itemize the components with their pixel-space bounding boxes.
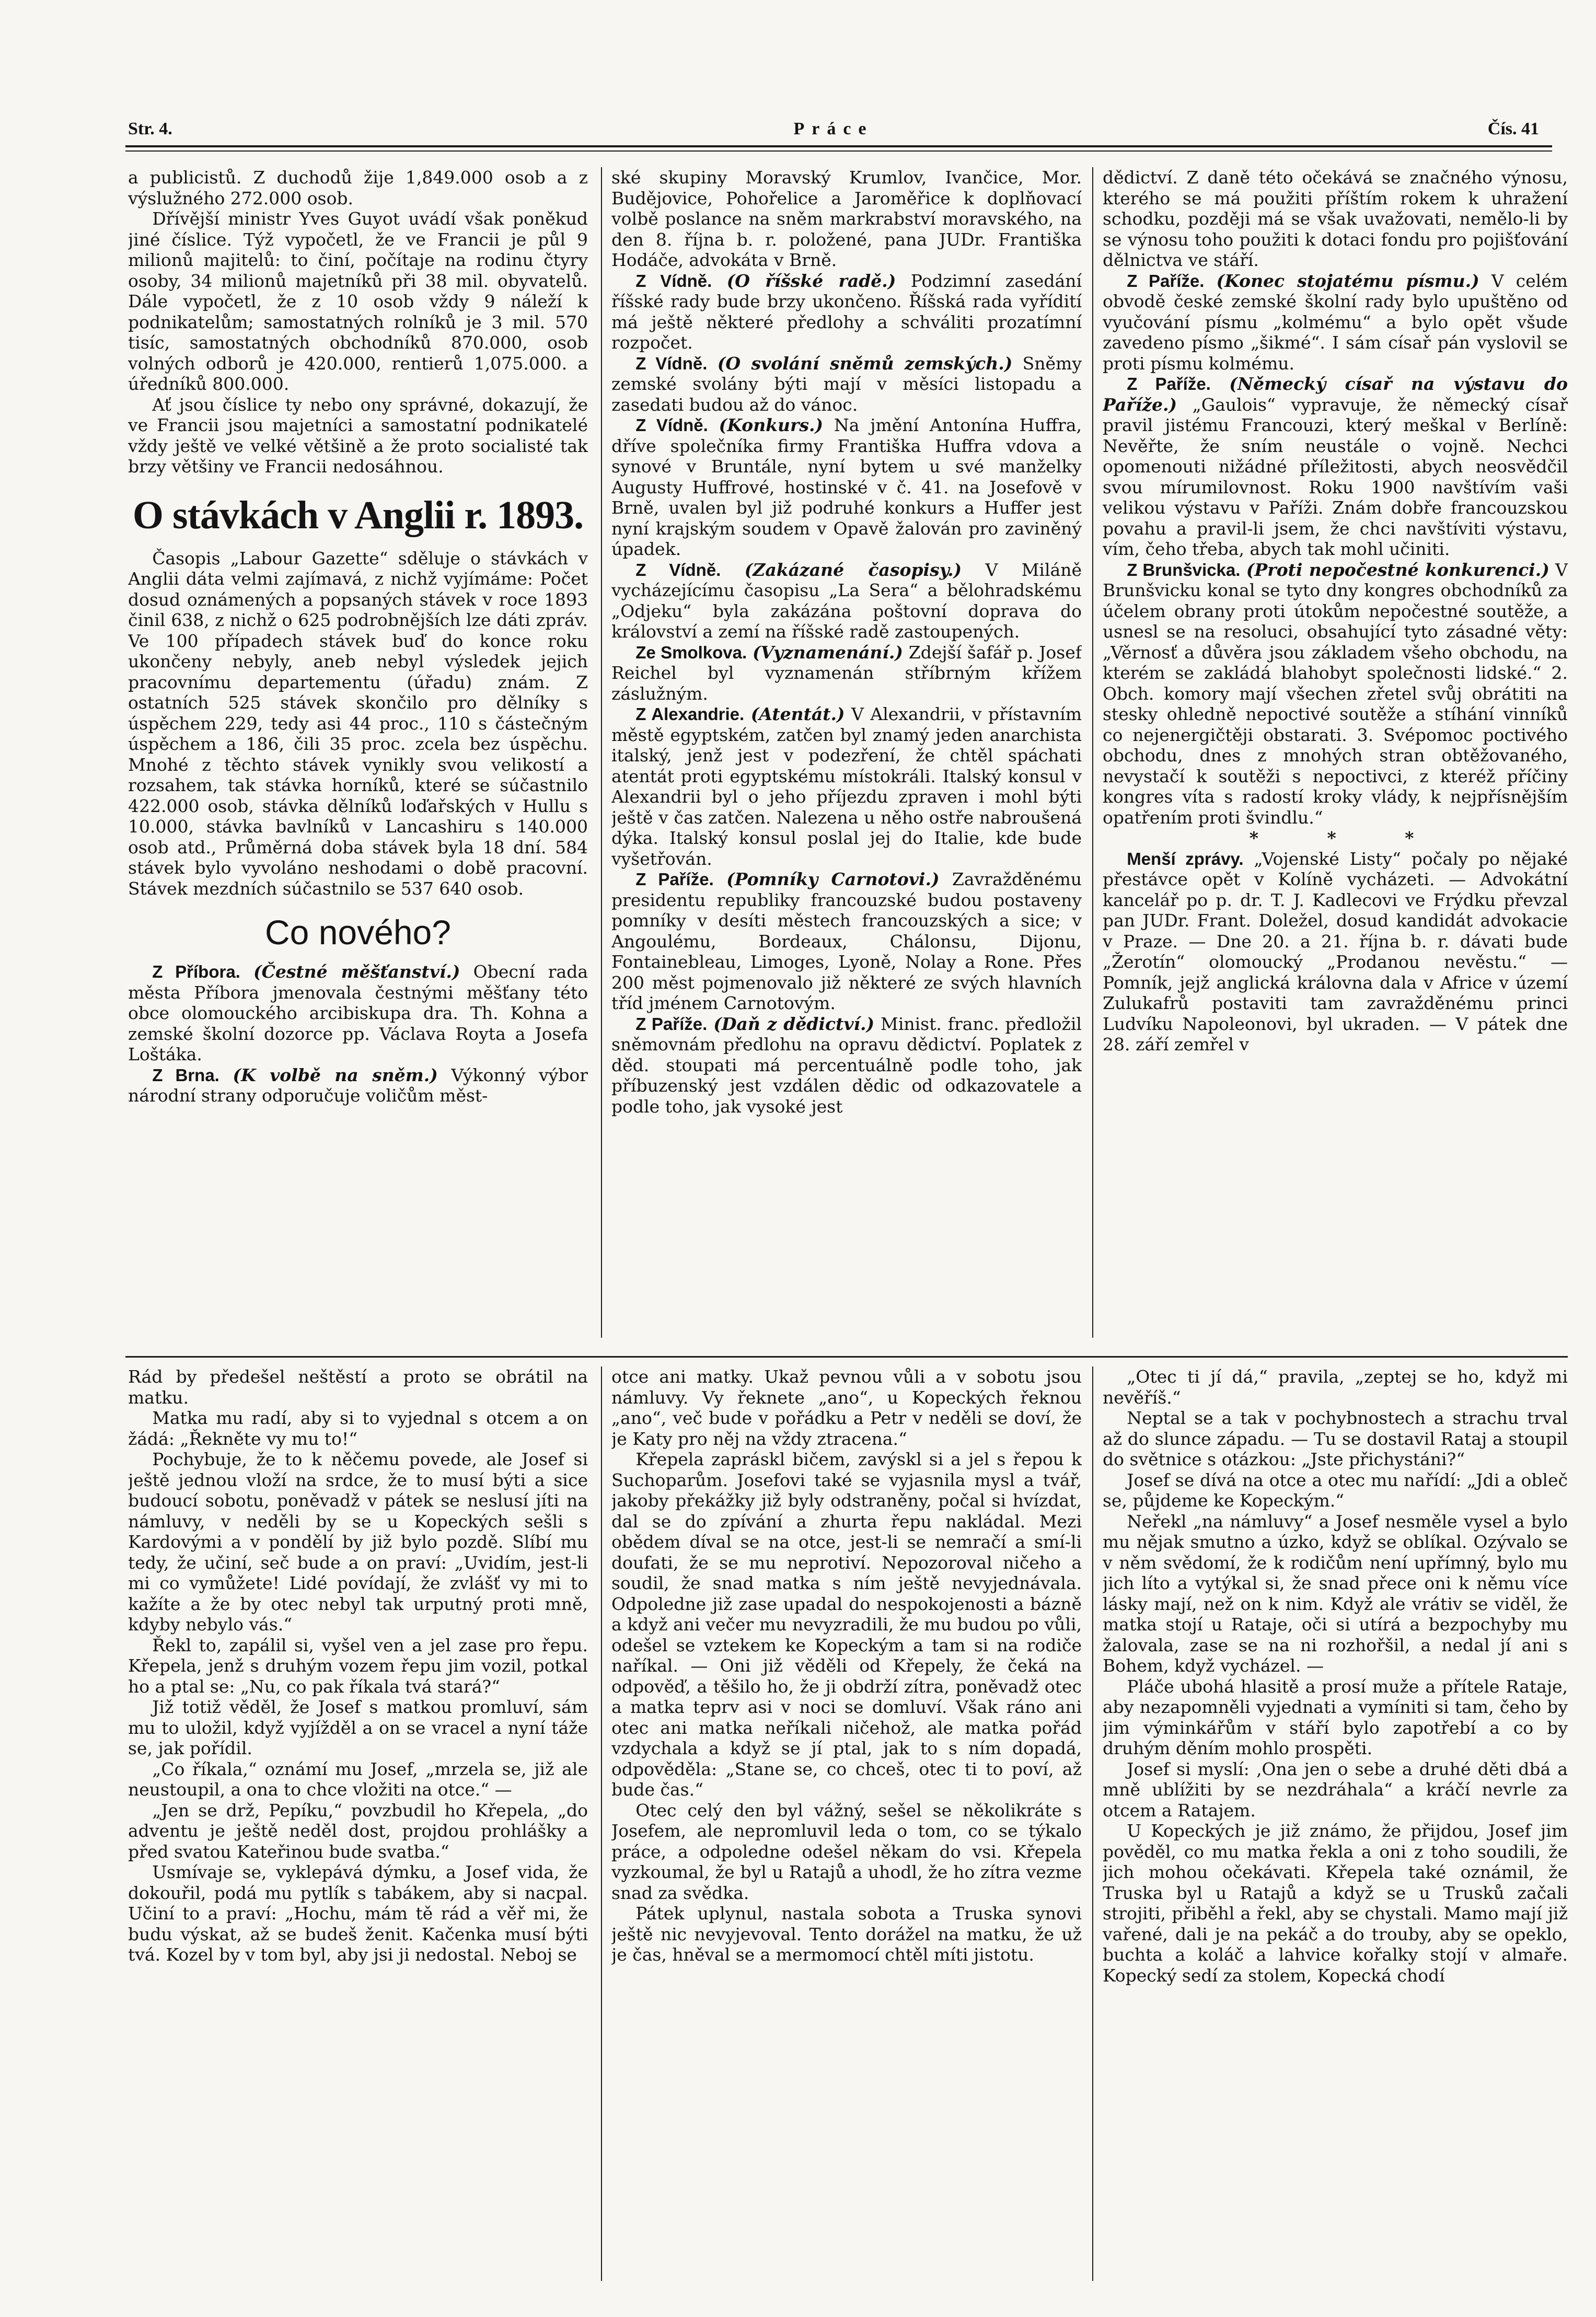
column-divider [601,167,602,1338]
issue-number: Čís. 41 [1487,119,1539,138]
section-separator-stars: * * * [1249,828,1445,848]
news-text: V Brunšvicku konal se tyto dny kongres obchodníků za účelem obrany proti útokům nepočestné soutěže, a usnesl se na resoluci, obsahující tyto zásadné věty: „Věrnosť a důvěra jsou základem všeho obchodu, na kterém se zakládá blahobyt společnosti lidské.“ 2. Obch. komory mají všechen zřetel svůj obrátiti na stesky ohledně nepoctivé soutěže a stíhání vinníků co nejenergičtěji obstarati. 3. Svépomoc poctivého obchodu, dnes z mnohých stran obtěžovaného, nevystačí k soutěži s nepoctivci, z kteréž příčiny kongres víta s radostí kroky vlády, k nejpřísnějším opatřením proti švindlu.“ [1103,559,1568,828]
news-place: Z Paříže. [635,870,714,889]
news-text: V Miláně vycházejícímu časopisu „La Sera“ a bělohradskému „Odjeku“ byla zakázána poštovní doprava do království a zemí na říšské radě zastoupených. [611,559,1082,642]
story-paragraph: Pláče ubohá hlasitě a prosí muže a přítele Rataje, aby nezapomněli vyjednati a vymíniti si tam, čeho by jim výminkářům v stáří bylo zapotřebí a co by druhým děním mohlo prospěti. [1103,1676,1568,1758]
column-divider [1092,167,1093,1338]
news-item [611,353,1082,415]
story-paragraph: „Jen se drž, Pepíku,“ povzbudil ho Křepela, „do adventu je ještě neděl dost, projdou prohlášky a před svatou Kateřinou bude svatba.“ [128,1800,588,1862]
article-paragraph: Dřívější ministr Yves Guyot uvádí však poněkud jiné číslice. Týž vypočetl, že ve Francii je půl 9 milionů majitelů: to činí, počítaje na rodinu čtyry osoby, 34 milionů majetníků při 38 mil. obyvatelů. Dále vypočetl, že z 10 osob vždy 9 náleží k podnikatelům; samostatných rolníků je 3 mil. 570 tisíc, samostatných obchodníků 870.000, osob volných odborů je 420.000, rentierů 1,075.000. a úředníků 800.000. [128,208,588,394]
feuilleton-column-2 [611,1366,1082,2286]
feuilleton-column-3 [1103,1366,1568,2286]
news-item [611,704,1082,869]
news-place: Z Vídně. [635,271,712,291]
column-2 [611,167,1082,1343]
news-item [128,961,588,1065]
news-topic: (O svolání sněmů zemských.) [717,353,1013,374]
story-paragraph: Již totiž věděl, že Josef s matkou promluví, sám mu to uložil, když vyjížděl a on se vracel a nyní táže se, jak pořídil. [128,1697,588,1758]
news-item [1103,849,1568,1055]
story-paragraph: Neptal se a tak v pochybnostech a strachu trval až do slunce západu. — Tu se dostavil Rataj a stoupil do světnice s otázkou: „Jste přichystáni?“ [1103,1408,1568,1469]
news-topic: (Konec stojatému písmu.) [1216,270,1479,291]
news-item [1103,560,1568,828]
feuilleton-column-1 [128,1366,588,2286]
news-text: Minist. franc. předložil sněmovnám předlohu na opravu dědictví. Poplatek z děd. stoupati má percentuálně podle toho, jak příbuzenský jest vzdálen dědic od odkazovatele a podle toho, jak vysoké jest [611,1013,1082,1117]
header-rule-thin [125,150,1552,152]
news-place: Z Vídně. [635,353,708,373]
story-paragraph: Otec celý den byl vážný, sešel se několikráte s Josefem, ale nepromluvil leda o tom, co se týkalo práce, a odpoledne odešel někam do vsi. Křepela vyzkoumal, že byl u Ratajů a uhodl, že ho zítra vezme snad za svědka. [611,1800,1082,1903]
story-paragraph: Řekl to, zapálil si, vyšel ven a jel zase pro řepu. Křepela, jenž s druhým vozem řepu jim vozil, potkal ho a ptal se: „Nu, co pak říkala tvá stará?“ [128,1635,588,1697]
news-place: Z Brunšvicka. [1127,560,1241,580]
story-paragraph: Josef si myslí: ‚Ona jen o sebe a druhé děti dbá a mně ublížiti by se nezdráhala“ a kráčí nevrle za otcem a Ratajem. [1103,1758,1568,1821]
news-item [611,560,1082,642]
article-paragraph: dědictví. Z daně této očekává se značného výnosu, kterého se má použiti příštím rokem k uhražení schodku, později má se však uvažovati, nemělo-li by se výnosu toho použiti k dotaci fondu pro pojišťování dělnictva ve stáří. [1103,167,1568,270]
news-topic: (Konkurs.) [719,415,824,435]
news-item [1103,271,1568,374]
story-paragraph: Pátek uplynul, nastala sobota a Truska synovi ještě nic nevyjevoval. Tento dorážel na matku, že už je čas, hněval se a mermomocí chtěl míti jistotu. [611,1903,1082,1965]
news-place: Ze Smolkova. [635,642,747,662]
story-paragraph: „Co říkala,“ oznámí mu Josef, „mrzela se, již ale neustoupil, a ona to chce vložiti na otce.“ — [128,1758,588,1800]
story-paragraph: Usmívaje se, vyklepává dýmku, a Josef vida, že dokouřil, podá mu pytlík s tabákem, aby si nacpal. Učiní to a praví: „Hochu, mám tě rád a věř mi, že budu výskat, až se budeš ženit. Kačenka musí býti tvá. Kozel by v tom byl, aby jsi ji nedostal. Neboj se [128,1862,588,1965]
page-number: Str. 4. [128,119,172,138]
feuilleton-rule [125,1356,1568,1358]
news-section-heading: Co nového? [265,913,451,952]
column-divider [601,1366,602,2281]
news-place: Z Brna. [152,1065,219,1085]
story-paragraph: Rád by předešel neštěstí a proto se obrátil na matku. [128,1366,588,1408]
news-topic: (Atentát.) [750,704,845,724]
article-paragraph: a publicistů. Z duchodů žije 1,849.000 osob a z výslužného 272.000 osob. [128,167,588,208]
article-heading: O stávkách v Anglii r. 1893. [132,493,584,537]
news-text: V celém obvodě české zemské školní rady bylo upuštěno od vyučování písmu „kolmému“ a bylo opět všude zavedeno písmo „šikmé“. I sám císař pán vyslovil se proti písmu kolmému. [1103,270,1568,374]
news-topic: (Německý císař na výstavu do Paříže.) [1103,374,1568,415]
header-rule [125,145,1552,147]
news-text: Na jmění Antonína Huffra, dříve společníka firmy Františka Huffra vdova a synové v Bruntále, nyní bytem u své manželky Augusty Huffrové, hostinské v č. 41. na Josefově v Brně, uvalen byl již podruhé konkurs a Huffer jest nyní krajským soudem v Opavě žalován pro zaviněný úpadek. [611,415,1082,559]
story-paragraph: otce ani matky. Ukaž pevnou vůli a v sobotu jsou námluvy. Vy řeknete „ano“, u Kopeckých řeknou „ano“, več bude v pořádku a Petr v neděli se doví, že je Katy pro něj na vždy ztracena.“ [611,1366,1082,1449]
news-place: Z Paříže. [1127,271,1205,291]
story-paragraph: U Kopeckých je již známo, že přijdou, Josef jim pověděl, co mu matka řekla a oni z toho soudili, že jich mohou očekávati. Křepela také oznámil, že Truska byl u Ratajů a když se u Trusků začali strojiti, přiběhl a řekl, aby se chystali. Mamo mají již vařené, dali je na pekáč a do trouby, aby se opeklo, buchta a koláč a lahvice kořalky stojí v almaře. Kopecký sedí za stolem, Kopecká chodí [1103,1821,1568,1986]
news-topic: (Vyznamenání.) [752,642,904,663]
news-item [611,271,1082,353]
news-text: V Alexandrii, v přístavním městě egyptském, zatčen byl znamý jeden anarchista italský, jenž jest v podezření, že chtěl spáchati atentát proti egyptskému místokráli. Italský konsul v Alexandrii byl o jeho příjezdu zpraven i mohl býti ještě v čas zatčen. Nalezena u něho ostře nabroušená dýka. Italský konsul poslal jej do Italie, kde bude vyšetřován. [611,704,1082,869]
news-topic: (Čestné měšťanství.) [253,961,460,982]
news-place: Z Příbora. [152,962,240,981]
news-text: „Gaulois“ vypravuje, že německý císař pravil jistému Francouzi, který meškal v Berlíně: Nevěřte, že sním neustále o vojně. Nechci opomenouti nižádné příležitosti, abych neosvědčil svou mírumilovnost. Roku 1900 navštívím vaši velikou výstavu v Paříži. Znám dobře francouzskou povahu a pravil-li jsem, že chci navštíviti výstavu, vím, čeho třeba, abych tak mohl učiniti. [1103,394,1568,559]
news-place: Z Paříže. [1127,374,1211,393]
news-topic: (Proti nepočestné konkurenci.) [1246,559,1549,580]
news-place: Z Paříže. [635,1014,708,1034]
newspaper-title: Práce [793,119,874,138]
column-divider [1092,1366,1093,2281]
news-topic: (Pomníky Carnotovi.) [726,869,940,889]
news-item [1103,374,1568,560]
news-item [611,642,1082,704]
story-paragraph: Matka mu radí, aby si to vyjednal s otcem a on žádá: „Řekněte vy mu to!“ [128,1408,588,1449]
story-paragraph: „Otec ti jí dá,“ pravila, „zeptej se ho, když mi nevěříš.“ [1103,1366,1568,1408]
article-paragraph: ské skupiny Moravský Krumlov, Ivančice, Mor. Budějovice, Pohořelice a Jaroměřice k doplňovací volbě poslance na sněm markrabství moravského, na den 8. října b. r. položené, pana JUDr. Františka Hodáče, advokáta v Brně. [611,167,1082,270]
story-paragraph: Křepela zapráskl bičem, zavýskl si a jel s řepou k Suchoparům. Josefovi také se vyjasnila mysl a tvář, jakoby překážky již byly odstraněny, počal si hvízdat, dal se do zpívání a zhurta řepu nakládal. Mezi obědem díval se na otce, jest-li se nemračí a smí-li doufati, že se mu neprotiví. Nepozoroval ničeho a soudil, že snad matka s ním ještě nevyjednávala. Odpoledne již zase upadal do nespokojenosti a bázně a když ani večer mu nevyzradili, že mu budou po vůli, odešel se vztekem ke Kopeckým a tam si na rodiče naříkal. — Oni již věděli od Křepely, že čeká na odpověď, a těšilo ho, že ji obdrží zítra, poněvadž otec a matka teprv asi v noci se domluví. Však ráno ani otec ani matka neříkali ničehož, ale matka pořád vzdychala a když se jí ptal, jak to s ním dopadá, odpověděla: „Stane se, co chceš, otec ti to poví, až bude čas.“ [611,1449,1082,1800]
page-header [128,111,1539,147]
news-text: Obecní rada města Příbora jmenovala čestnými měšťany této obce olomouckého arcibiskupa dra. Th. Kohna a zemské školní dozorce pp. Václava Royta a Josefa Loštáka. [128,961,588,1064]
news-text: „Vojenské Listy“ počaly po nějaké přestávce opět v Kolíně vycházeti. — Advokátní kancelář po p. dr. T. J. Kadlecovi ve Frýdku převzal pan JUDr. Frant. Doležel, dosud kandidát advokacie v Praze. — Dne 20. a 21. října b. r. dávati bude „Žerotín“ olomoucký „Prodanou nevěstu.“ — Pomník, jejž anglická královna dala v Africe v území Zulukafrů postaviti tam zavražděnému princi Ludvíku Napoleonovi, byl ukraden. — V pátek dne 28. září zemřel v [1103,848,1568,1055]
news-item [611,869,1082,1014]
news-item [128,1065,588,1106]
news-text: Zdejší šafář p. Josef Reichel byl vyznamenán stříbrným křížem záslužným. [611,642,1082,704]
article-paragraph: Časopis „Labour Gazette“ sděluje o stávkách v Anglii dáta velmi zajímavá, z nichž vyjímáme: Počet dosud oznámených a popsaných stávek v roce 1893 činil 638, z nichž o 625 podrobnějších lze dáti zpráv. Ve 100 případech stávek buď do konce roku ukončeny nebyly, aneb nebyl výsledek jejich pracovnímu departementu (úřadu) znám. Z ostatních 525 stávek skončilo pro dělníky s úspěchem 229, tedy asi 44 proc., 110 s částečným úspěchem a 186, čili 35 proc. zcela bez úspěchu. Mnohé z těchto stávek vynikly svou velikostí a rozsahem, tak stávka horníků, které se súčastnilo 422.000 osob, stávka dělníků loďařských v Hullu s 10.000, stávka bavlníků v Lancashiru s 140.000 osob atd., Průměrná doba stávek byla 18 dní. 584 stávek bylo vyvoláno neshodami o době pracovní. Stávek mezdních súčastnilo se 537 640 osob. [128,548,588,899]
column-3 [1103,167,1568,1343]
news-topic: (O říšské radě.) [726,270,896,291]
news-text: Výkonný výbor národní strany odporučuje voličům měst- [128,1064,588,1106]
news-item [611,415,1082,560]
news-topic: (Daň z dědictví.) [713,1013,875,1034]
story-paragraph: Josef se dívá na otce a otec mu nařídí: „Jdi a obleč se, půjdeme ke Kopeckým.“ [1103,1469,1568,1511]
news-place: Z Vídně. [635,560,721,580]
news-text: Podzimní zasedání říšské rady bude brzy ukončeno. Říšská rada vyřídití má ještě některé předlohy a schváliti prozatímní rozpočet. [611,270,1082,353]
news-place: Z Vídně. [635,415,708,435]
news-place: Z Alexandrie. [635,704,745,724]
story-paragraph: Neřekl „na námluvy“ a Josef nesměle vysel a bylo mu nějak smutno a úzko, když se oblíkal. Ozývalo se v něm svědomí, že k rodičům není upřímný, bylo mu jich líto a vytýkal si, že snad přece oni k němu více lásky mají, než on k nim. Když ale vrátiv se viděl, že matka stojí u Rataje, oči si utírá a bezpochyby mu žalovala, zase se na ni rozhořšil, a nedal jí ani s Bohem, když vycházel. — [1103,1511,1568,1676]
article-paragraph: Ať jsou číslice ty nebo ony správné, dokazují, že ve Francii jsou majetníci a samostatní podnikatelé vždy ještě ve velké většině a že proto socialisté tak brzy většiny ve Francii nedosáhnou. [128,394,588,477]
news-place: Menší zprávy. [1127,849,1244,868]
story-paragraph: Pochybuje, že to k něčemu povede, ale Josef si ještě jednou vloží na srdce, že to musí býti a sice budoucí sobotu, poněvadž v pátek se neslusí jíti na námluvy, v neděli by se u Kopeckých sešli s Kardovými a v pondělí by již bylo pozdě. Slíbí mu tedy, že učiní, seč bude a on praví: „Uvidím, jest-li mi co vymůžete! Lidé povídají, že zvlášť vy mi to kažíte a že by otec nebyl tak urputný proti mně, kdyby nebylo vás.“ [128,1449,588,1635]
news-topic: (K volbě na sněm.) [233,1064,438,1085]
news-topic: (Zakázané časopisy.) [744,559,962,580]
news-item [611,1014,1082,1117]
column-1 [128,167,588,1343]
news-text: Sněmy zemské svolány býti mají v měsíci listopadu a zasedati budou až do vánoc. [611,353,1082,415]
news-text: Zavražděnému presidentu republiky francouzské budou postaveny pomníky v desíti městech francouzských a sice; v Angoulému, Bordeaux, Chálonsu, Dijonu, Fontainebleau, Limoges, Lyoně, Nolay a Rone. Přes 200 měst pojmenovalo již některé ze svých hlavních tříd jménem Carnotovým. [611,869,1082,1013]
